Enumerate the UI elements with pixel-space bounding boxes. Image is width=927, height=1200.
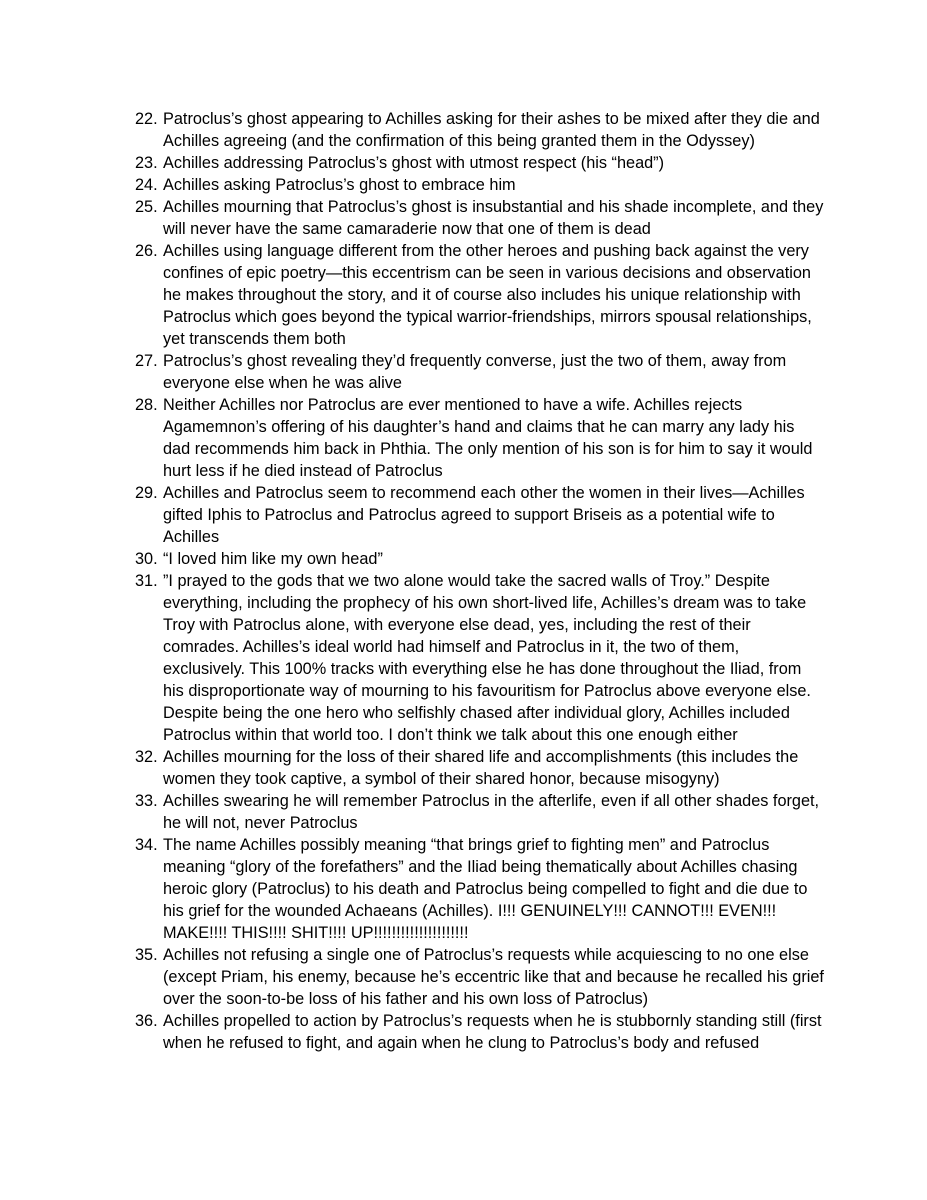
list-item-text: Achilles swearing he will remember Patroclus in the afterlife, even if all other shades forget, he will not, never Patroclus — [163, 792, 820, 832]
list-item-number: 30. — [135, 550, 158, 568]
list-item-text: “I loved him like my own head” — [163, 550, 383, 568]
list-item-text: Achilles propelled to action by Patroclus’s requests when he is stubbornly standing still (first when he refused to fight, and again when he clung to Patroclus’s body and refused — [163, 1012, 822, 1052]
list-item — [135, 394, 825, 482]
list-item — [135, 746, 825, 790]
list-item — [135, 350, 825, 394]
list-item — [135, 790, 825, 834]
list-item-text: Neither Achilles nor Patroclus are ever mentioned to have a wife. Achilles rejects Agamemnon’s offering of his daughter’s hand and claims that he can marry any lady his dad recommends him back in Phthia. The only mention of his son is for him to say it would hurt less if he died instead of Patroclus — [163, 396, 813, 480]
list-item-number: 25. — [135, 198, 158, 216]
list-item-number: 22. — [135, 110, 158, 128]
list-item — [135, 196, 825, 240]
list-item-number: 28. — [135, 396, 158, 414]
list-item — [135, 944, 825, 1010]
list-item-number: 33. — [135, 792, 158, 810]
list-item-text: Achilles using language different from the other heroes and pushing back against the very confines of epic poetry—this eccentrism can be seen in various decisions and observation he makes throughout the story, and it of course also includes his unique relationship with Patroclus which goes beyond the typical warrior-friendships, mirrors spousal relationships, yet transcends them both — [163, 242, 812, 348]
list-item-text: Patroclus’s ghost revealing they’d frequently converse, just the two of them, away from everyone else when he was alive — [163, 352, 787, 392]
list-item-number: 32. — [135, 748, 158, 766]
list-item-number: 23. — [135, 154, 158, 172]
list-item-text: ”I prayed to the gods that we two alone would take the sacred walls of Troy.” Despite everything, including the prophecy of his own short-lived life, Achilles’s dream was to take Troy with Patroclus alone, with everyone else dead, yes, including the rest of their comrades. Achilles’s ideal world had himself and Patroclus in it, the two of them, exclusively. This 100% tracks with everything else he has done throughout the Iliad, from his disproportionate way of mourning to his favouritism for Patroclus above everyone else. Despite being the one hero who selfishly chased after individual glory, Achilles included Patroclus within that world too. I don’t think we talk about this one enough either — [163, 572, 811, 744]
list-item-text: Achilles mourning for the loss of their shared life and accomplishments (this includes the women they took captive, a symbol of their shared honor, because misogyny) — [163, 748, 799, 788]
list-item-text: Achilles addressing Patroclus’s ghost with utmost respect (his “head”) — [163, 154, 665, 172]
list-item-number: 27. — [135, 352, 158, 370]
list-item-text: The name Achilles possibly meaning “that brings grief to fighting men” and Patroclus meaning “glory of the forefathers” and the Iliad being thematically about Achilles chasing heroic glory (Patroclus) to his death and Patroclus being compelled to fight and die due to his grief for the wounded Achaeans (Achilles). I!!! GENUINELY!!! CANNOT!!! EVEN!!! MAKE!!!! THIS!!!! SHIT!!!! UP!!!!!!!!!!!!!!!!!!!!! — [163, 836, 808, 942]
list-item-text: Achilles and Patroclus seem to recommend each other the women in their lives—Achilles gifted Iphis to Patroclus and Patroclus agreed to support Briseis as a potential wife to Achilles — [163, 484, 805, 546]
list-item — [135, 482, 825, 548]
list-item — [135, 548, 825, 570]
list-item-number: 35. — [135, 946, 158, 964]
numbered-list — [135, 108, 825, 1054]
list-item-number: 26. — [135, 242, 158, 260]
list-item — [135, 834, 825, 944]
list-item-text: Patroclus’s ghost appearing to Achilles asking for their ashes to be mixed after they die and Achilles agreeing (and the confirmation of this being granted them in the Odyssey) — [163, 110, 820, 150]
list-item — [135, 108, 825, 152]
list-item-number: 29. — [135, 484, 158, 502]
list-item-number: 31. — [135, 572, 158, 590]
list-item — [135, 152, 825, 174]
list-item-number: 34. — [135, 836, 158, 854]
list-item-number: 24. — [135, 176, 158, 194]
list-item — [135, 240, 825, 350]
list-item — [135, 1010, 825, 1054]
list-item-text: Achilles not refusing a single one of Patroclus’s requests while acquiescing to no one else (except Priam, his enemy, because he’s eccentric like that and because he recalled his grief over the soon-to-be loss of his father and his own loss of Patroclus) — [163, 946, 824, 1008]
list-item-number: 36. — [135, 1012, 158, 1030]
list-item-text: Achilles mourning that Patroclus’s ghost is insubstantial and his shade incomplete, and they will never have the same camaraderie now that one of them is dead — [163, 198, 824, 238]
list-item — [135, 174, 825, 196]
list-item-text: Achilles asking Patroclus’s ghost to embrace him — [163, 176, 516, 194]
list-item — [135, 570, 825, 746]
